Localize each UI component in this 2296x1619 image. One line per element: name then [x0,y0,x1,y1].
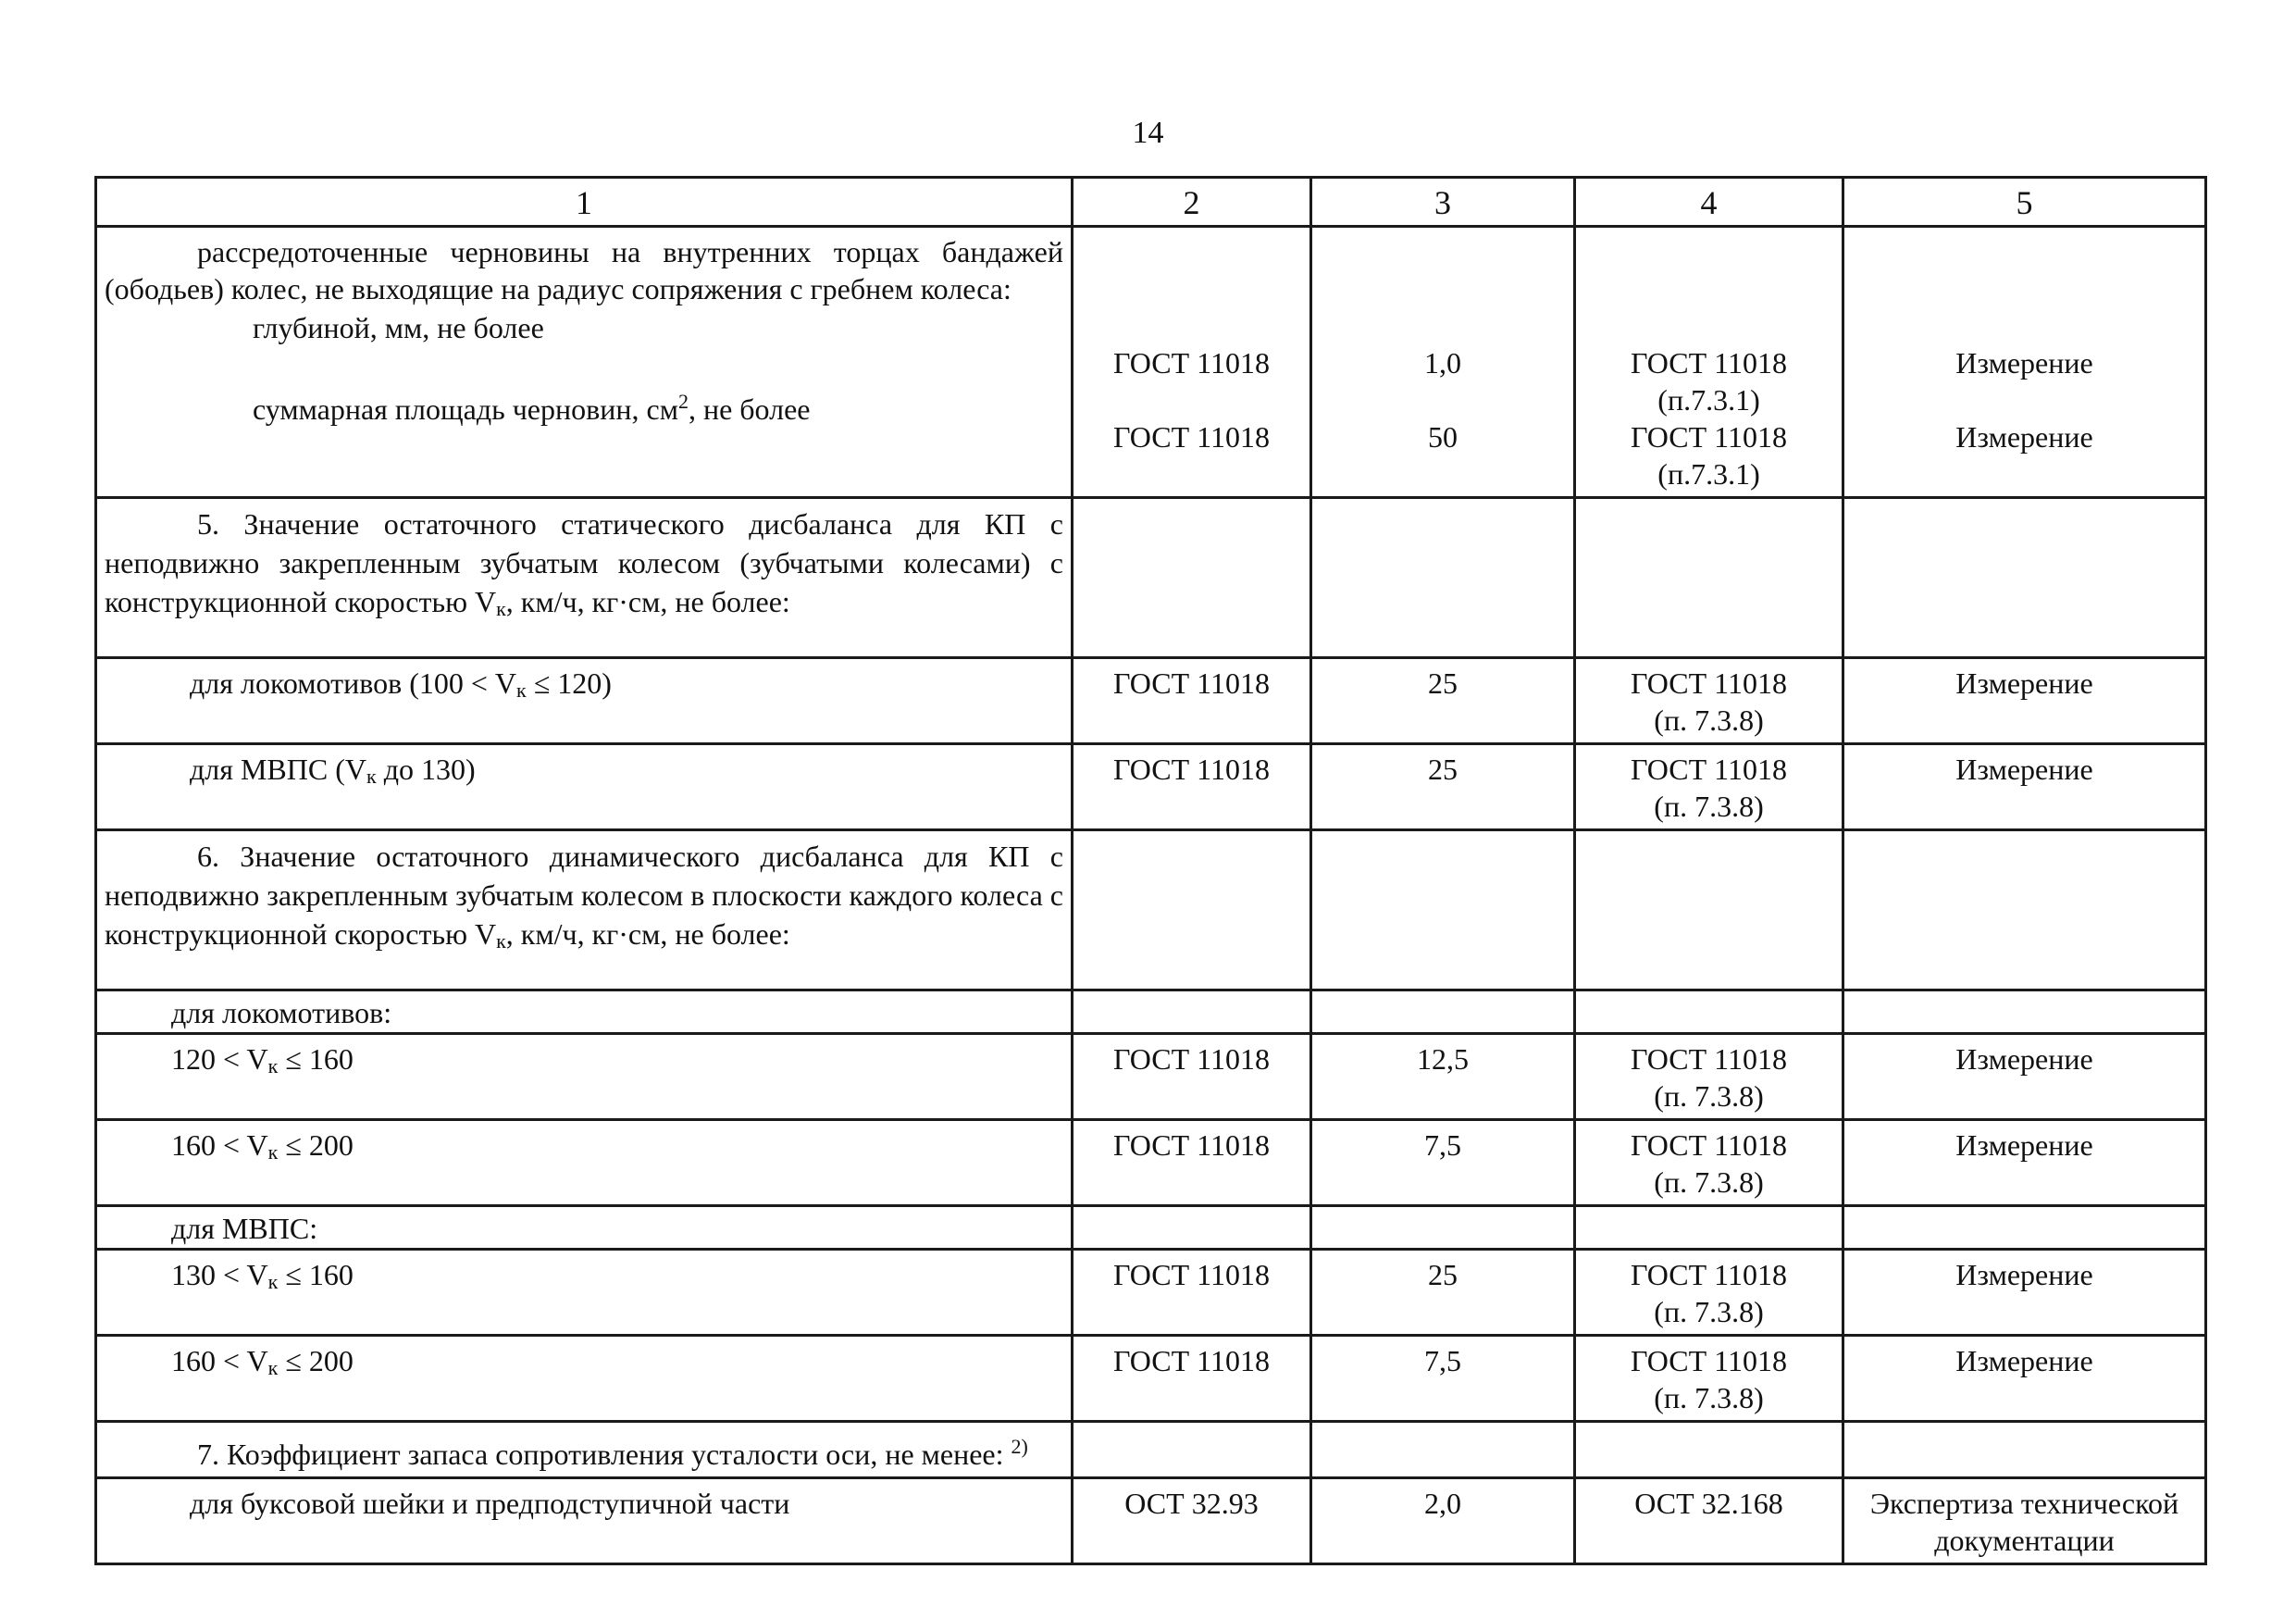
method-standard-cell: ГОСТ 11018 (п. 7.3.8) [1575,1120,1843,1206]
table-row [96,830,2206,990]
section-heading: 5. Значение остаточного статического дисбаланса для КП с неподвижно закрепленным зубчатым колесом (зубчатыми колесами) с конструкционной скоростью Vк, км/ч, кг·см, не более: [96,498,1073,658]
header-col-1: 1 [96,178,1073,227]
table-row [96,1478,2206,1564]
value-cell: 25 [1311,1250,1575,1336]
standard-cell: ГОСТ 11018 [1073,1336,1311,1422]
value-cell: 7,5 [1311,1336,1575,1422]
value-cell: 1,0 50 [1311,227,1575,498]
table-row [96,1250,2206,1336]
table-row [96,744,2206,830]
header-col-5: 5 [1843,178,2206,227]
table-header-row [96,178,2206,227]
value-cell: 25 [1311,744,1575,830]
table-row [96,227,2206,498]
value-cell: 25 [1311,658,1575,744]
requirement-cell [96,227,1073,498]
table-row [96,1422,2206,1478]
requirement-label: 160 < Vк ≤ 200 [96,1120,1073,1206]
section-heading: 7. Коэффициент запаса сопротивления усталости оси, не менее: $^{2)}$ [96,1422,1073,1478]
method-standard-cell: ГОСТ 11018 (п. 7.3.8) [1575,1250,1843,1336]
table-row [96,1336,2206,1422]
method-standard-cell: ГОСТ 11018 (п. 7.3.8) [1575,1034,1843,1120]
requirement-label: для буксовой шейки и предподступичной части [96,1478,1073,1564]
requirement-label: суммарная площадь черновин, $см^2$, не более [253,390,811,426]
control-method-cell: Экспертиза технической документации [1843,1478,2206,1564]
method-standard-cell: ГОСТ 11018 (п.7.3.1) ГОСТ 11018 (п.7.3.1) [1575,227,1843,498]
requirement-label: 130 < Vк ≤ 160 [96,1250,1073,1336]
table-row [96,1034,2206,1120]
standard-cell: ГОСТ 11018 [1073,744,1311,830]
table-row [96,498,2206,658]
requirement-label: 120 < Vк ≤ 160 [96,1034,1073,1120]
method-standard-cell: ГОСТ 11018 (п. 7.3.8) [1575,1336,1843,1422]
control-method-cell: Измерение [1843,658,2206,744]
value-cell: 2,0 [1311,1478,1575,1564]
header-col-3: 3 [1311,178,1575,227]
standard-cell: ГОСТ 11018 [1073,1250,1311,1336]
value-cell: 12,5 [1311,1034,1575,1120]
method-standard-cell: ГОСТ 11018 (п. 7.3.8) [1575,658,1843,744]
value-cell: 7,5 [1311,1120,1575,1206]
control-method-cell: Измерение [1843,744,2206,830]
standard-cell: ОСТ 32.93 [1073,1478,1311,1564]
standard-cell: ГОСТ 11018 [1073,1120,1311,1206]
table-row [96,990,2206,1034]
section-heading: 6. Значение остаточного динамического дисбаланса для КП с неподвижно закрепленным зубчатым колесом в плоскости каждого колеса с конструкционной скоростью Vк, км/ч, кг·см, не более: [96,830,1073,990]
control-method-cell: Измерение [1843,1250,2206,1336]
requirement-intro: рассредоточенные черновины на внутренних торцах бандажей (ободьев) колес, не выходящие на радиус сопряжения с гребнем колеса: [105,235,1063,305]
standard-cell: ГОСТ 11018 [1073,658,1311,744]
header-col-2: 2 [1073,178,1311,227]
page-number: 14 [1132,116,1164,150]
requirements-table [94,176,2207,1565]
standard-cell: ГОСТ 11018 ГОСТ 11018 [1073,227,1311,498]
requirement-label: 160 < Vк ≤ 200 [96,1336,1073,1422]
control-method-cell: Измерение [1843,1034,2206,1120]
control-method-cell: Измерение [1843,1336,2206,1422]
requirement-label: для локомотивов (100 < Vк ≤ 120) [96,658,1073,744]
control-method-cell: Измерение [1843,1120,2206,1206]
requirement-label: глубиной, мм, не более [253,311,544,344]
group-label: для локомотивов: [96,990,1073,1034]
method-standard-cell: ОСТ 32.168 [1575,1478,1843,1564]
table-row [96,658,2206,744]
table-row [96,1206,2206,1250]
requirement-label: для МВПС (Vк до 130) [96,744,1073,830]
standard-cell: ГОСТ 11018 [1073,1034,1311,1120]
header-col-4: 4 [1575,178,1843,227]
control-method-cell: Измерение Измерение [1843,227,2206,498]
group-label: для МВПС: [96,1206,1073,1250]
table-row [96,1120,2206,1206]
method-standard-cell: ГОСТ 11018 (п. 7.3.8) [1575,744,1843,830]
